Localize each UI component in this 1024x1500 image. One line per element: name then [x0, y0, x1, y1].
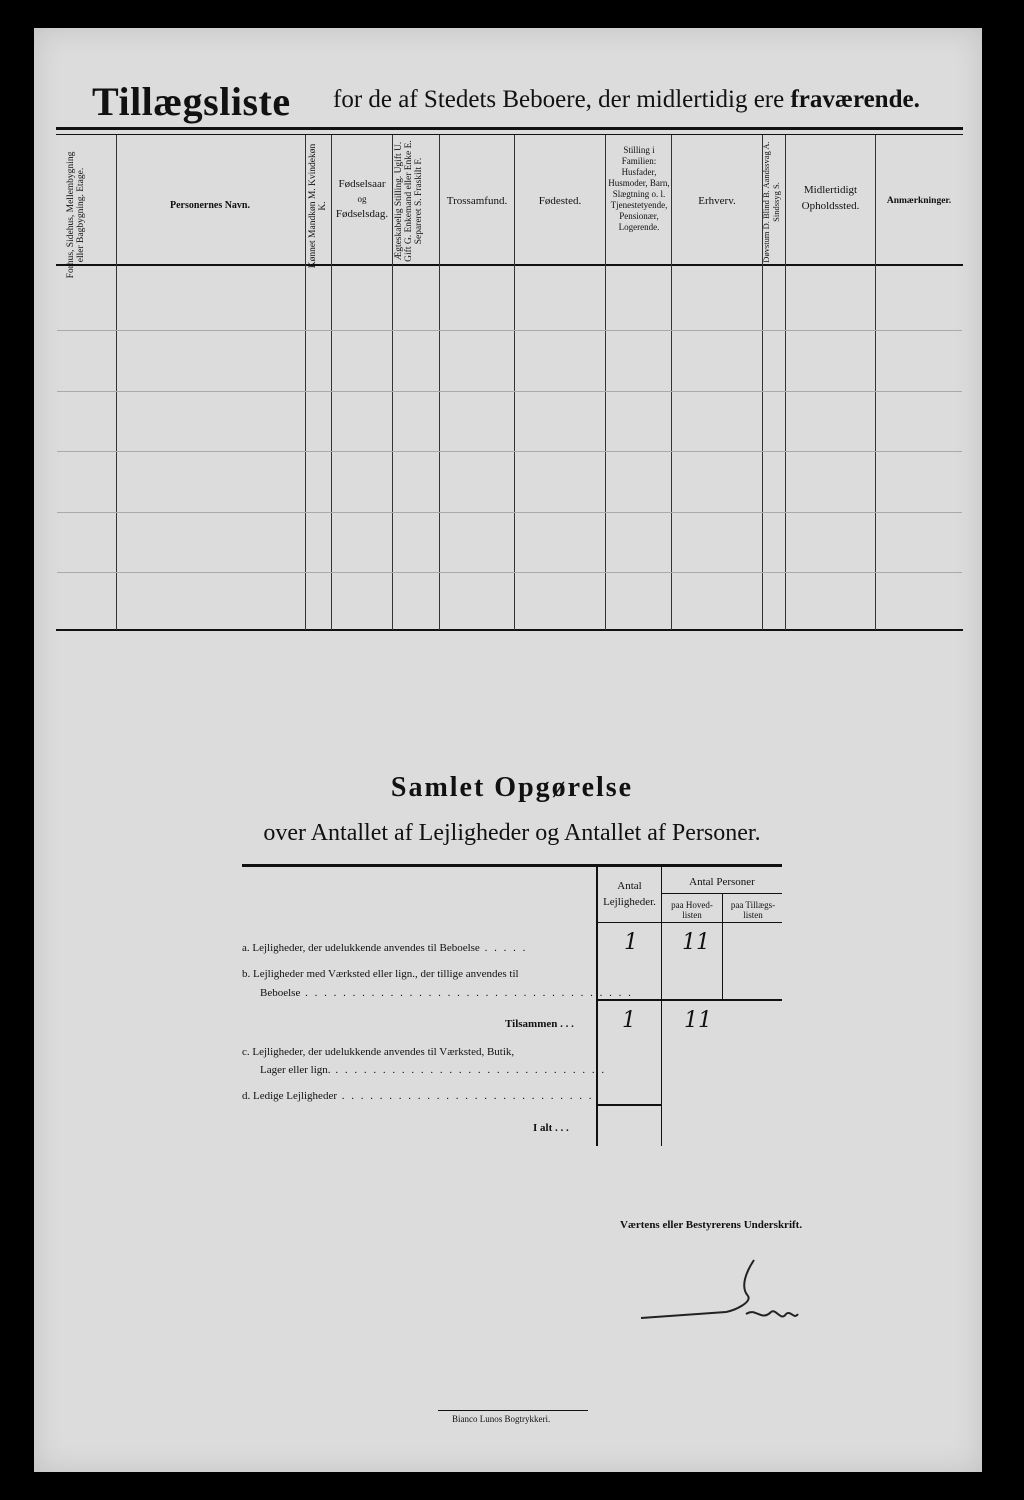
summary-rule — [598, 1104, 662, 1106]
col-header-religion: Trossamfund. — [446, 195, 508, 207]
col-divider — [605, 135, 606, 630]
summary-row-a: a. Lejligheder, der udelukkende anvendes til Beboelse . . . . . — [242, 942, 528, 954]
summary-col-persons: Antal Personer — [689, 876, 755, 888]
col-header-temp-residence: Midlertidigt Opholdssted. — [801, 184, 860, 212]
row-divider — [57, 572, 962, 573]
handwritten-total-apartments: 1 — [622, 1008, 636, 1033]
handwritten-signature — [636, 1252, 806, 1332]
header-top-rule-thin — [56, 134, 963, 135]
col-header-occupation: Erhverv. — [698, 195, 736, 207]
form-subtitle: for de af Stedets Beboere, der midlertidig ere fraværende. — [333, 86, 920, 113]
header-top-rule — [56, 127, 963, 130]
col-divider — [305, 135, 306, 630]
handwritten-a-persons: 11 — [682, 930, 710, 955]
col-divider — [671, 135, 672, 630]
summary-row-c: c. Lejligheder, der udelukkende anvendes til Værksted, Butik, — [242, 1046, 515, 1058]
col-header-marital: Ægteskabelig Stilling. Ugift U. Gift G. Enkemand eller Enke E. Separeret S. Fraskilt F. — [394, 140, 424, 262]
col-header-name: Personernes Navn. — [170, 200, 250, 211]
summary-total-subtotal: Tilsammen . . . — [505, 1018, 574, 1030]
summary-row-c2: Lager eller lign. . . . . . . . . . . . . . . . . . . . . . . . . . . . . . — [260, 1064, 607, 1076]
handwritten-total-persons: 11 — [684, 1008, 712, 1033]
header-bottom-rule — [56, 264, 963, 266]
col-header-birth: Fødselsaar og Fødselsdag. — [335, 178, 389, 220]
summary-total-all: I alt . . . — [533, 1122, 569, 1134]
col-divider — [514, 135, 515, 630]
col-divider — [875, 135, 876, 630]
summary-rule — [662, 893, 782, 894]
signature-label: Værtens eller Bestyrerens Underskrift. — [620, 1219, 803, 1231]
summary-row-d: d. Ledige Lejligheder . . . . . . . . . . . . . . . . . . . . . . . . . . . — [242, 1090, 594, 1102]
summary-rule — [598, 922, 782, 923]
row-divider — [57, 512, 962, 513]
summary-title: Samlet Opgørelse — [390, 772, 634, 803]
summary-col-supp-list: paa Tillægs- listen — [730, 900, 776, 920]
col-header-disability: Døvstum D. Blind B. Aandssvag A. Sindssyg S. — [761, 141, 781, 263]
summary-row-b: b. Lejligheder med Værksted eller lign., der tillige anvendes til — [242, 968, 519, 980]
summary-top-rule — [242, 864, 782, 867]
row-divider — [57, 391, 962, 392]
printer-name: Bianco Lunos Bogtrykkeri. — [452, 1414, 551, 1424]
col-header-remarks: Anmærkninger. — [886, 196, 952, 206]
col-divider — [392, 135, 393, 630]
row-divider — [57, 330, 962, 331]
handwritten-a-apartments: 1 — [624, 930, 638, 955]
printer-rule — [438, 1410, 588, 1411]
form-title: Tillægsliste — [92, 79, 291, 124]
row-divider — [57, 451, 962, 452]
col-header-birthplace: Fødested. — [538, 195, 582, 207]
col-header-sex: Kønnet Mandkøn M. Kvindekøn K. — [308, 143, 328, 269]
summary-subtitle: over Antallet af Lejligheder og Antallet af Personer. — [263, 820, 761, 846]
summary-col-main-list: paa Hoved- listen — [671, 900, 713, 920]
summary-rule — [598, 999, 782, 1001]
col-header-family-position: Stilling i Familien: Husfader, Husmoder, Barn, Slægtning o. l. Tjenestetyende, Pensionær, Logerende. — [608, 145, 670, 232]
table-bottom-rule — [56, 629, 963, 631]
col-divider — [116, 135, 117, 630]
summary-col-antal: Antal Lejligheder. — [603, 880, 656, 908]
col-header-building: Forhus, Sidehus, Mellembygning eller Bagbygning. Etage. — [66, 151, 86, 279]
document-page — [34, 28, 982, 1472]
col-divider — [439, 135, 440, 630]
summary-row-b2: Beboelse . . . . . . . . . . . . . . . . . . . . . . . . . . . . . . . . . . . — [260, 987, 633, 999]
